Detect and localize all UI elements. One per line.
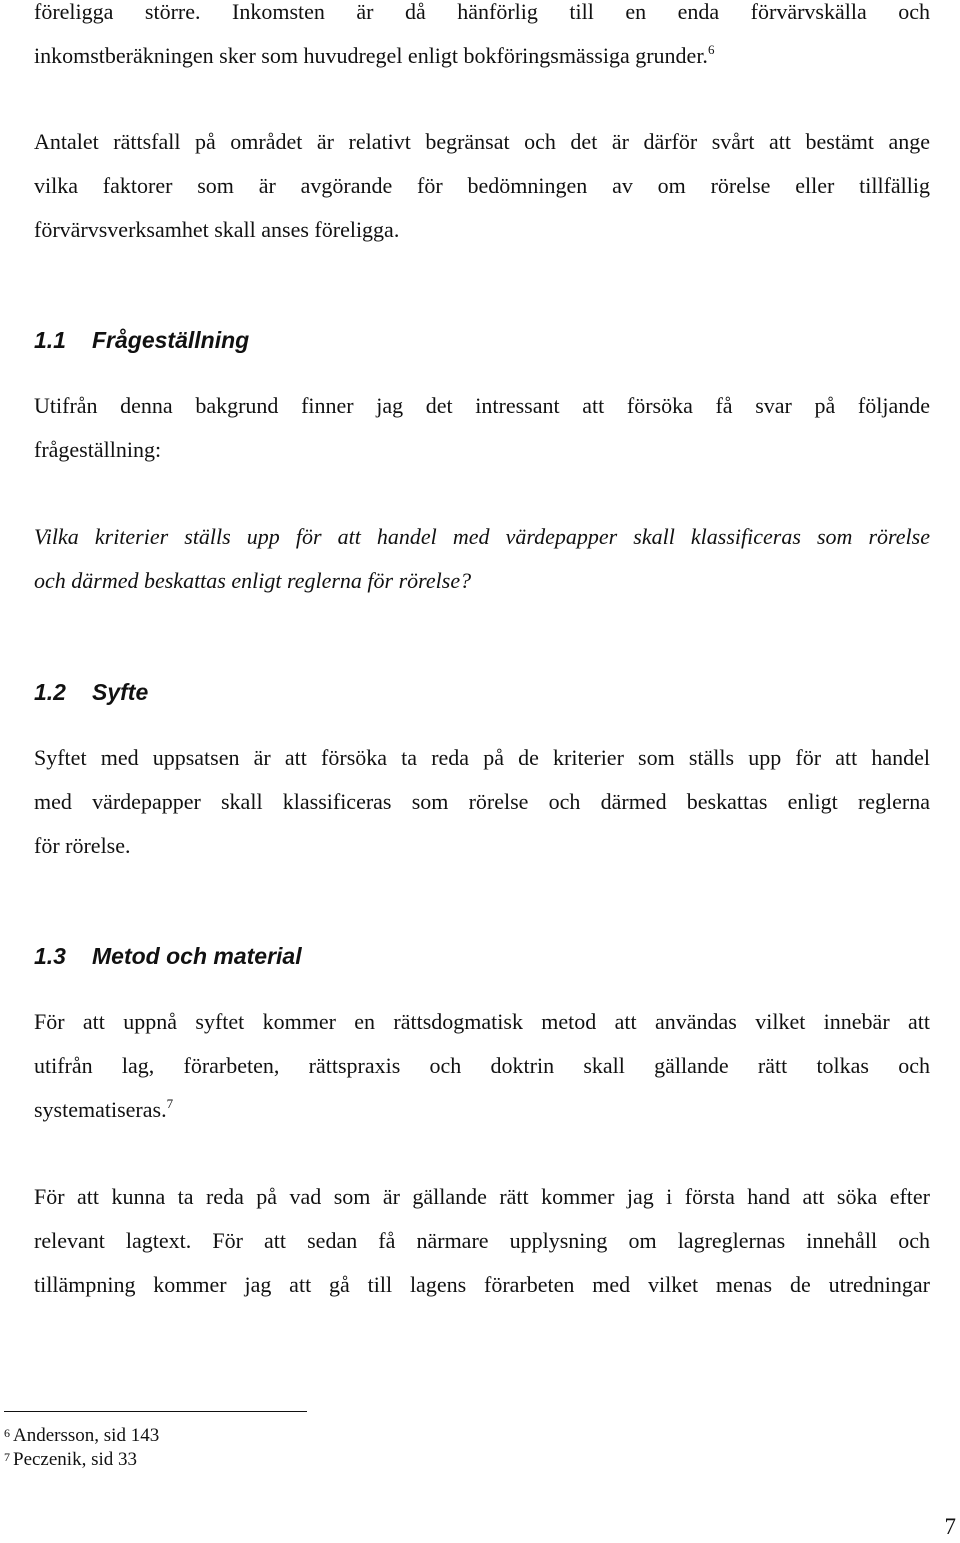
section-heading-1-1 [34,327,249,354]
page-number: 7 [944,1514,956,1539]
text-line: frågeställning: [34,437,162,462]
footnote-6 [4,1425,159,1447]
text-line: med värdepapper skall klassificeras som rörelse och därmed beskattas enligt reglerna [34,789,930,814]
text-line: För att uppnå syftet kommer en rättsdogmatisk metod att användas vilket innebär att [34,1009,930,1034]
text-line: vilka faktorer som är avgörande för bedömningen av om rörelse eller tillfällig [34,173,930,198]
footnote-mark: 7 [4,1450,10,1464]
section-title: Syfte [92,679,149,705]
text-line: För att kunna ta reda på vad som är gällande rätt kommer jag i första hand att söka efter [34,1184,930,1209]
footnote-7 [4,1449,137,1471]
footnote-separator [4,1411,307,1412]
section-number: 1.3 [34,943,66,969]
text-line: förvärvsverksamhet skall anses föreligga. [34,217,400,242]
footnote-ref-6: 6 [707,42,715,57]
research-question [34,515,930,603]
text-line: Vilka kriterier ställs upp för att handel med värdepapper skall klassificeras som rörelse [34,524,930,549]
text-line: inkomstberäkningen sker som huvudregel enligt bokföringsmässiga grunder.$^6$ [34,42,715,68]
section-heading-1-2 [34,679,148,706]
text-line: Syftet med uppsatsen är att försöka ta reda på de kriterier som ställs upp för att handel [34,745,930,770]
text-line: föreligga större. Inkomsten är då hänförlig till en enda förvärvskälla och [34,0,930,24]
section-title: Frågeställning [92,327,250,353]
section-number: 1.1 [34,327,66,353]
paragraph-case-law [34,120,930,252]
footnote-text: Andersson, sid 143 [13,1425,160,1446]
section-title: Metod och material [92,943,302,969]
section-number: 1.2 [34,679,66,705]
text-line: för rörelse. [34,833,131,858]
paragraph-sources [34,1175,930,1307]
text-line: Utifrån denna bakgrund finner jag det intressant att försöka få svar på följande [34,393,930,418]
paragraph-method [34,1000,930,1132]
text-line: tillämpning kommer jag att gå till lagens förarbeten med vilket menas de utredningar [34,1272,930,1297]
text-line: relevant lagtext. För att sedan få närmare upplysning om lagreglernas innehåll och [34,1228,930,1253]
text-line: systematiseras.$^7$ [34,1096,174,1122]
footnote-text: Peczenik, sid 33 [13,1449,138,1470]
footnote-ref-7: 7 [166,1096,174,1111]
footnote-mark: 6 [4,1426,10,1440]
section-heading-1-3 [34,943,302,970]
paragraph-purpose [34,736,930,868]
text-line: Antalet rättsfall på området är relativt begränsat och det är därför svårt att bestämt ange [34,129,930,154]
text-line: utifrån lag, förarbeten, rättspraxis och doktrin skall gällande rätt tolkas och [34,1053,930,1078]
paragraph-continuation [34,0,930,78]
paragraph-question-intro [34,384,930,472]
text-line: och därmed beskattas enligt reglerna för rörelse? [34,568,472,593]
